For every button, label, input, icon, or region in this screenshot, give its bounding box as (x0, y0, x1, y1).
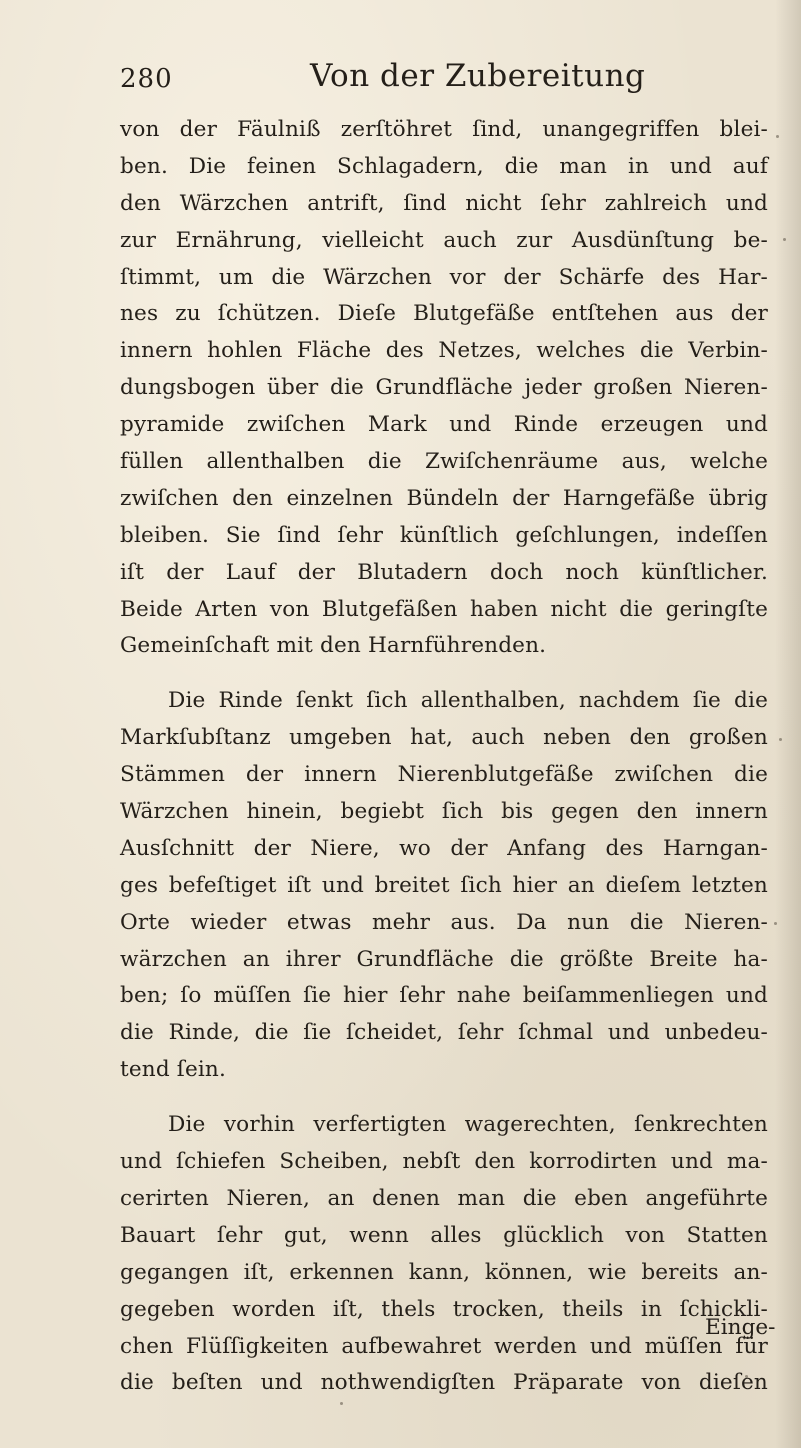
paper-speck (774, 922, 777, 925)
text-line: Bauart ſehr gut, wenn alles glücklich von Statten (120, 1222, 768, 1248)
text-line: ben. Die feinen Schlagadern, die man in und auf (120, 153, 768, 179)
text-line: füllen allenthalben die Zwiſchenräume aus, welche (120, 449, 768, 475)
text-line: ſtimmt, um die Wärzchen vor der Schärfe des Har- (120, 264, 768, 290)
text-line: Orte wieder etwas mehr aus. Da nun die Nieren- (120, 909, 768, 935)
text-line: bleiben. Sie ſind ſehr künſtlich geſchlungen, indeſſen (120, 522, 768, 548)
text-line: Stämmen der innern Nierenblutgefäße zwiſchen die (120, 762, 768, 788)
text-line: die Rinde, die ſie ſcheidet, ſehr ſchmal und unbedeu- (120, 1020, 768, 1046)
paper-speck (783, 238, 786, 241)
text-line: ben; ſo müſſen ſie hier ſehr nahe beiſammenliegen und (120, 983, 768, 1009)
text-line: Beide Arten von Blutgefäßen haben nicht die geringſte (120, 596, 768, 622)
text-line: den Wärzchen antrift, ſind nicht ſehr zahlreich und (120, 190, 768, 216)
paper-speck (776, 135, 779, 138)
paper-speck (745, 1375, 748, 1378)
body-text (120, 112, 768, 1402)
text-line: nes zu ſchützen. Dieſe Blutgefäße entſtehen aus der (120, 301, 768, 327)
text-line: Wärzchen hinein, begiebt ſich bis gegen den innern (120, 799, 768, 825)
text-line: iſt der Lauf der Blutadern doch noch künſtlicher. (120, 559, 768, 585)
text-line: chen Flüſſigkeiten aufbewahret werden und müſſen für (120, 1333, 768, 1359)
text-line: cerirten Nieren, an denen man die eben angeführte (120, 1185, 768, 1211)
text-line: Die Rinde ſenkt ſich allenthalben, nachdem ſie die (168, 688, 768, 714)
page-edge-shadow (775, 0, 801, 1448)
paragraph-gap (120, 1089, 768, 1107)
text-line: ges befeſtiget iſt und breitet ſich hier an dieſem letzten (120, 872, 768, 898)
text-line: gegangen iſt, erkennen kann, können, wie bereits an- (120, 1259, 768, 1285)
text-line: zwiſchen den einzelnen Bündeln der Harngefäße übrig (120, 485, 768, 511)
text-line: pyramide zwiſchen Mark und Rinde erzeugen und (120, 412, 768, 438)
text-line: gegeben worden iſt, thels trocken, theils in ſchickli- (120, 1296, 768, 1322)
paper-speck (779, 738, 782, 741)
paragraph-gap (120, 665, 768, 683)
text-line: die beſten und nothwendigſten Präparate von dieſen (120, 1370, 768, 1396)
text-line: tend ſein. (120, 1057, 226, 1083)
text-line: dungsbogen über die Grundfläche jeder großen Nieren- (120, 375, 768, 401)
text-line: Die vorhin verfertigten wagerechten, ſenkrechten (168, 1112, 768, 1138)
text-line: Gemeinſchaft mit den Harnführenden. (120, 633, 547, 659)
text-line: von der Fäulniß zerſtöhret ſind, unangegriffen blei- (120, 117, 768, 142)
text-line: und ſchiefen Scheiben, nebſt den korrodirten und ma- (120, 1149, 768, 1175)
page-header (120, 58, 760, 98)
page-number: 280 (120, 64, 173, 94)
text-line: wärzchen an ihrer Grundfläche die größte Breite ha- (120, 946, 768, 972)
paper-speck (340, 1402, 343, 1405)
text-line: innern hohlen Fläche des Netzes, welches die Verbin- (120, 338, 768, 364)
running-title: Von der Zubereitung (310, 58, 646, 94)
text-line: zur Ernährung, vielleicht auch zur Ausdünſtung be- (120, 227, 768, 253)
text-line: Markſubſtanz umgeben hat, auch neben den großen (120, 725, 768, 751)
text-line: Ausſchnitt der Niere, wo der Anfang des Harngan- (120, 835, 768, 861)
catchword: Einge- (705, 1315, 776, 1340)
